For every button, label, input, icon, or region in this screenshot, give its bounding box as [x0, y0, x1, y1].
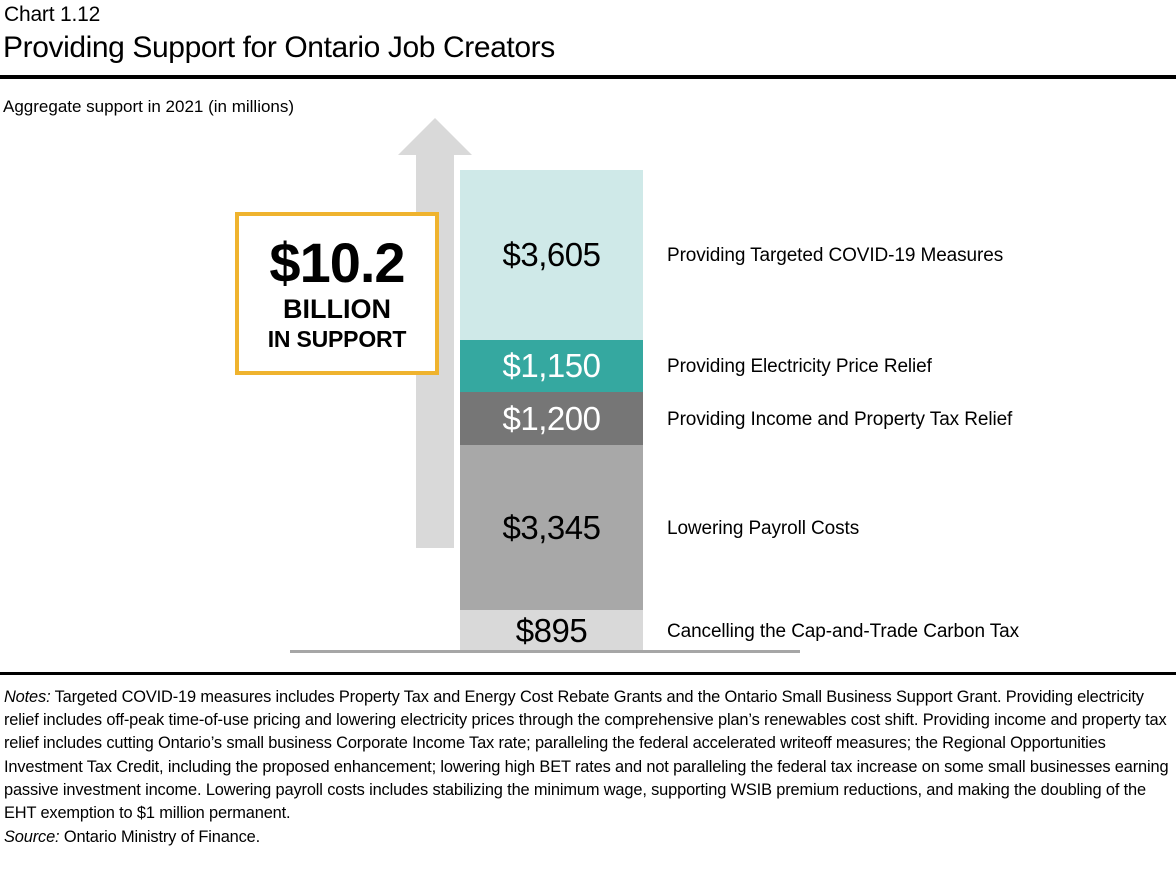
chart-baseline — [290, 650, 800, 653]
bar-segment — [460, 340, 643, 392]
page-title: Providing Support for Ontario Job Creators — [3, 31, 555, 64]
notes-body: Targeted COVID-19 measures includes Property Tax and Energy Cost Rebate Grants and the Ontario Small Business Support Grant. Providing electricity relief includes off-peak time-of-use pricing and lowering electricity prices through the comprehensive plan’s renewables cost shift. Providing income and property tax relief includes cutting Ontario’s small business Corporate Income Tax rate; paralleling the federal accelerated writeoff measures; the Regional Opportunities Investment Tax Credit, including the proposed enhancement; lowering high BET rates and not paralleling the federal tax increase on some small businesses earning passive investment income. Lowering payroll costs includes stabilizing the minimum wage, supporting WSIB premium reductions, and making the doubling of the EHT exemption to $1 million permanent. — [4, 688, 1169, 823]
segment-label: Providing Targeted COVID-19 Measures — [667, 245, 1004, 266]
source-text — [4, 826, 1170, 849]
callout-amount: $10.2 — [269, 231, 405, 294]
bar-segment-value: $3,605 — [502, 236, 601, 273]
bar-segment — [460, 445, 643, 610]
segment-label: Lowering Payroll Costs — [667, 517, 860, 539]
callout-unit: BILLION — [283, 294, 391, 324]
bar-segment-value: $895 — [515, 612, 588, 649]
segment-label: Cancelling the Cap-and-Trade Carbon Tax — [667, 621, 1020, 642]
bar-segment — [460, 610, 643, 652]
callout-subtitle: IN SUPPORT — [267, 326, 407, 352]
stacked-bar — [460, 170, 643, 652]
bar-segment-value: $1,150 — [502, 347, 601, 384]
notes-divider — [0, 672, 1176, 675]
bar-segment-value: $1,200 — [502, 399, 601, 437]
segment-label: Providing Electricity Price Relief — [667, 356, 932, 377]
bar-segment — [460, 170, 643, 340]
chart-number: Chart 1.12 — [4, 3, 101, 26]
chart-subtitle: Aggregate support in 2021 (in millions) — [3, 97, 295, 116]
bar-segment — [460, 392, 643, 445]
bar-segment-value: $3,345 — [502, 508, 601, 546]
notes-label: Notes: — [4, 688, 51, 706]
source-body: Ontario Ministry of Finance. — [59, 828, 261, 847]
notes-block — [4, 686, 1170, 849]
notes-text — [4, 686, 1170, 825]
total-support-callout — [235, 212, 439, 375]
segment-label: Providing Income and Property Tax Relief — [667, 408, 1013, 430]
source-label: Source: — [4, 828, 60, 847]
